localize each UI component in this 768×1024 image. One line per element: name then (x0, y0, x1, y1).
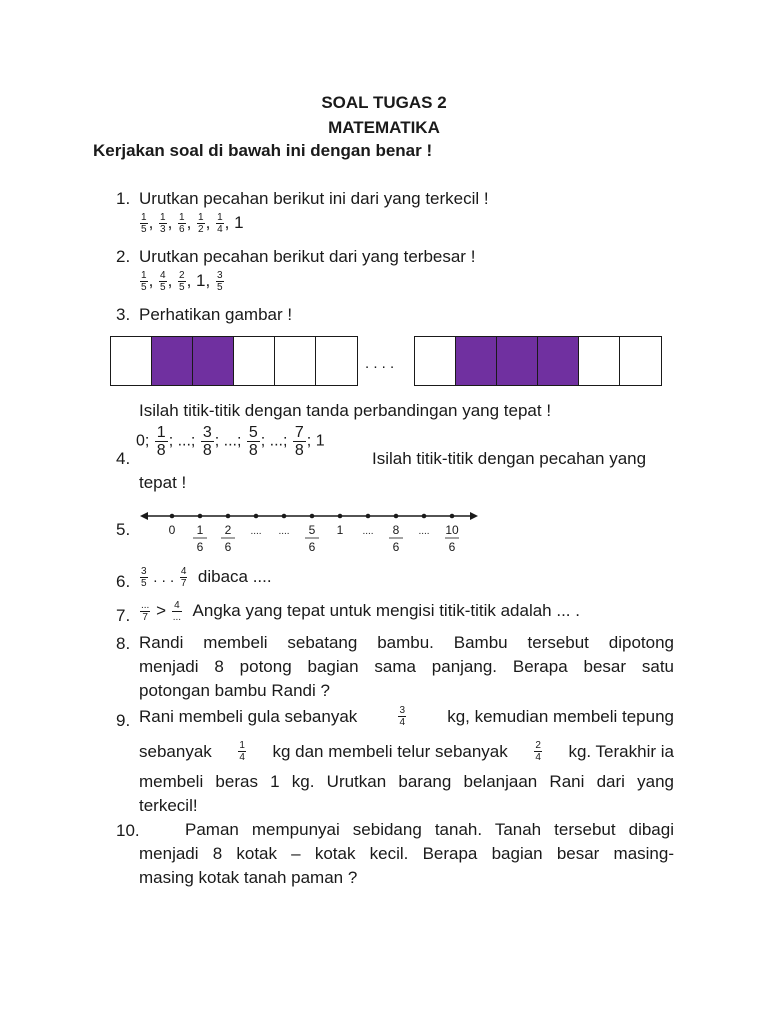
fraction-bar-right (414, 336, 662, 386)
q4-fraction: $\frac{1}{8}$ (156, 424, 166, 459)
q9-number: 9. (116, 711, 131, 730)
q2-fraction: $\frac{4}{5}$ (160, 270, 166, 293)
bar-cell (111, 337, 152, 385)
q9-text-rest (139, 770, 674, 818)
q8-text (139, 631, 674, 703)
number-line (140, 498, 480, 558)
tick-label-denominator: 6 (196, 540, 204, 554)
comparison-dots: . . . . (365, 355, 395, 372)
number-line-tick (254, 514, 259, 519)
q3-instruction: Isilah titik-titik dengan tanda perbandingan yang tepat ! (139, 401, 552, 420)
q2-fraction: $\frac{2}{5}$ (179, 270, 185, 293)
bar-cell (193, 337, 234, 385)
q6-text: dibaca .... (197, 566, 272, 586)
bar-cell (497, 337, 538, 385)
bar-cell (579, 337, 620, 385)
q9-line: membeli beras 1 kg. Urutkan barang belanjaan Rani dari yang (139, 772, 674, 791)
tick-label-numerator: 1 (196, 523, 204, 537)
bar-cell (316, 337, 357, 385)
tick-label-numerator: 5 (308, 523, 316, 537)
tick-label-denominator: 6 (224, 540, 232, 554)
q1-text: Urutkan pecahan berikut ini dari yang terkecil ! (139, 189, 489, 208)
q9-text: kg. Terakhir ia (568, 741, 674, 761)
q7-expression (139, 600, 580, 623)
q4-start: 0; (136, 432, 150, 450)
tick-label-numerator: 8 (392, 523, 400, 537)
tick-label: 1 (336, 523, 344, 537)
bar-cell (234, 337, 275, 385)
q9-line2 (139, 740, 674, 763)
q10-text (139, 818, 674, 890)
q4-blank: ...; (269, 432, 288, 450)
tick-label-blank: .... (250, 526, 262, 537)
q8-line: Randi membeli sebatang bambu. Bambu tersebut dipotong (139, 633, 674, 652)
q9-text: kg, kemudian membeli tepung (447, 706, 674, 726)
bar-cell (620, 337, 661, 385)
q8-line: menjadi 8 potong bagian sama panjang. Berapa besar satu (139, 657, 674, 676)
q2-text: Urutkan pecahan berikut dari yang terbesar ! (139, 247, 476, 266)
q2-fraction: $\frac{1}{5}$ (141, 270, 147, 293)
q4-fraction: $\frac{5}{8}$ (248, 424, 258, 459)
q6-expression (139, 566, 272, 589)
fraction-bar-left (110, 336, 358, 386)
number-line-tick (338, 514, 343, 519)
q1-number: 1. (116, 189, 131, 208)
q5-number: 5. (116, 520, 131, 539)
q4-number: 4. (116, 449, 131, 468)
q1-fraction: $\frac{1}{6}$ (179, 212, 185, 235)
number-line-tick (366, 514, 371, 519)
q4-end: 1 (315, 432, 325, 450)
tick-label-blank: .... (362, 526, 374, 537)
number-line-tick (310, 514, 315, 519)
tick-label-numerator: 10 (445, 523, 459, 537)
q10-line: Paman mempunyai sebidang tanah. Tanah tersebut dibagi (185, 820, 674, 839)
q10-line: menjadi 8 kotak – kotak kecil. Berapa bagian besar masing- (139, 844, 674, 863)
q1-tail: 1 (234, 212, 244, 232)
q4-text: Isilah titik-titik dengan pecahan yang (372, 449, 647, 468)
q7-operator: > (156, 600, 167, 620)
arrow-right-icon (470, 512, 478, 520)
q2-number: 2. (116, 247, 131, 266)
bar-cell (456, 337, 497, 385)
bar-cell (275, 337, 316, 385)
q9-line: terkecil! (139, 796, 198, 815)
q1-fractions: $\frac{1}{5}$ , $\frac{1}{3}$ , $\frac{1}{6}$ , $\frac{1}{2}$ , $\frac{1}{4}$ , 1 (141, 212, 244, 235)
q6-dots: . . . (153, 568, 175, 586)
number-line-tick (282, 514, 287, 519)
q4-blank: ...; (223, 432, 242, 450)
q2-mid: 1, (196, 270, 211, 290)
tick-label-denominator: 6 (392, 540, 400, 554)
q4-blank: ...; (177, 432, 196, 450)
q7-right-fraction: $\frac{4}{...}$ (172, 600, 182, 623)
q9-fraction: $\frac{2}{4}$ (535, 740, 541, 763)
bar-cell (152, 337, 193, 385)
q10-number: 10. (116, 821, 140, 840)
q1-fraction: $\frac{1}{5}$ (141, 212, 147, 235)
q1-fraction: $\frac{1}{4}$ (217, 212, 223, 235)
q7-text: Angka yang tepat untuk mengisi titik-titik adalah ... . (192, 600, 580, 620)
q6-left-fraction: $\frac{3}{5}$ (141, 566, 147, 589)
page-title: SOAL TUGAS 2 (321, 93, 447, 112)
bar-cell (538, 337, 579, 385)
number-line-tick (170, 514, 175, 519)
arrow-left-icon (140, 512, 148, 520)
q1-fraction: $\frac{1}{2}$ (198, 212, 204, 235)
tick-label-numerator: 2 (224, 523, 232, 537)
tick-label-denominator: 6 (308, 540, 316, 554)
tick-label-blank: .... (278, 526, 290, 537)
number-line-tick (422, 514, 427, 519)
number-line-tick (450, 514, 455, 519)
q6-number: 6. (116, 572, 131, 591)
q3-number: 3. (116, 305, 131, 324)
q6-right-fraction: $\frac{4}{7}$ (180, 566, 187, 589)
tick-label-blank: .... (418, 526, 430, 537)
q8-number: 8. (116, 634, 131, 653)
q1-fraction: $\frac{1}{3}$ (160, 212, 166, 235)
q2-fraction: $\frac{3}{5}$ (216, 270, 223, 293)
q7-number: 7. (116, 606, 131, 625)
number-line-tick (226, 514, 231, 519)
q9-fraction: $\frac{1}{4}$ (239, 740, 245, 763)
page-subtitle: MATEMATIKA (328, 118, 440, 137)
q8-line: potongan bambu Randi ? (139, 681, 330, 700)
q9-text: kg dan membeli telur sebanyak (272, 741, 508, 761)
q4-fraction: $\frac{3}{8}$ (202, 424, 212, 459)
q4-text-cont: tepat ! (139, 473, 187, 492)
q9-fraction: $\frac{3}{4}$ (399, 705, 406, 728)
tick-label-denominator: 6 (448, 540, 456, 554)
tick-label: 0 (168, 523, 176, 537)
q4-fraction: $\frac{7}{8}$ (294, 424, 304, 459)
q9-text: sebanyak (139, 741, 212, 761)
instruction: Kerjakan soal di bawah ini dengan benar ! (93, 141, 433, 160)
q9-text: Rani membeli gula sebanyak (139, 706, 358, 726)
number-line-tick (394, 514, 399, 519)
q9-line1 (139, 705, 674, 728)
q4-sequence: 0; $\frac{1}{8}$ ; ...; $\frac{3}{8}$ ; ...; $\frac{5}{8}$ ; ...; $\frac{7}{8}$ ; 1 (136, 424, 325, 459)
q7-left-fraction: $\frac{...}{7}$ (141, 600, 150, 623)
number-line-tick (198, 514, 203, 519)
q3-text: Perhatikan gambar ! (139, 305, 293, 324)
bar-cell (415, 337, 456, 385)
q2-fractions: $\frac{1}{5}$ , $\frac{4}{5}$ , $\frac{2}{5}$ , 1, $\frac{3}{5}$ (141, 270, 223, 293)
q10-line: masing kotak tanah paman ? (139, 868, 358, 887)
